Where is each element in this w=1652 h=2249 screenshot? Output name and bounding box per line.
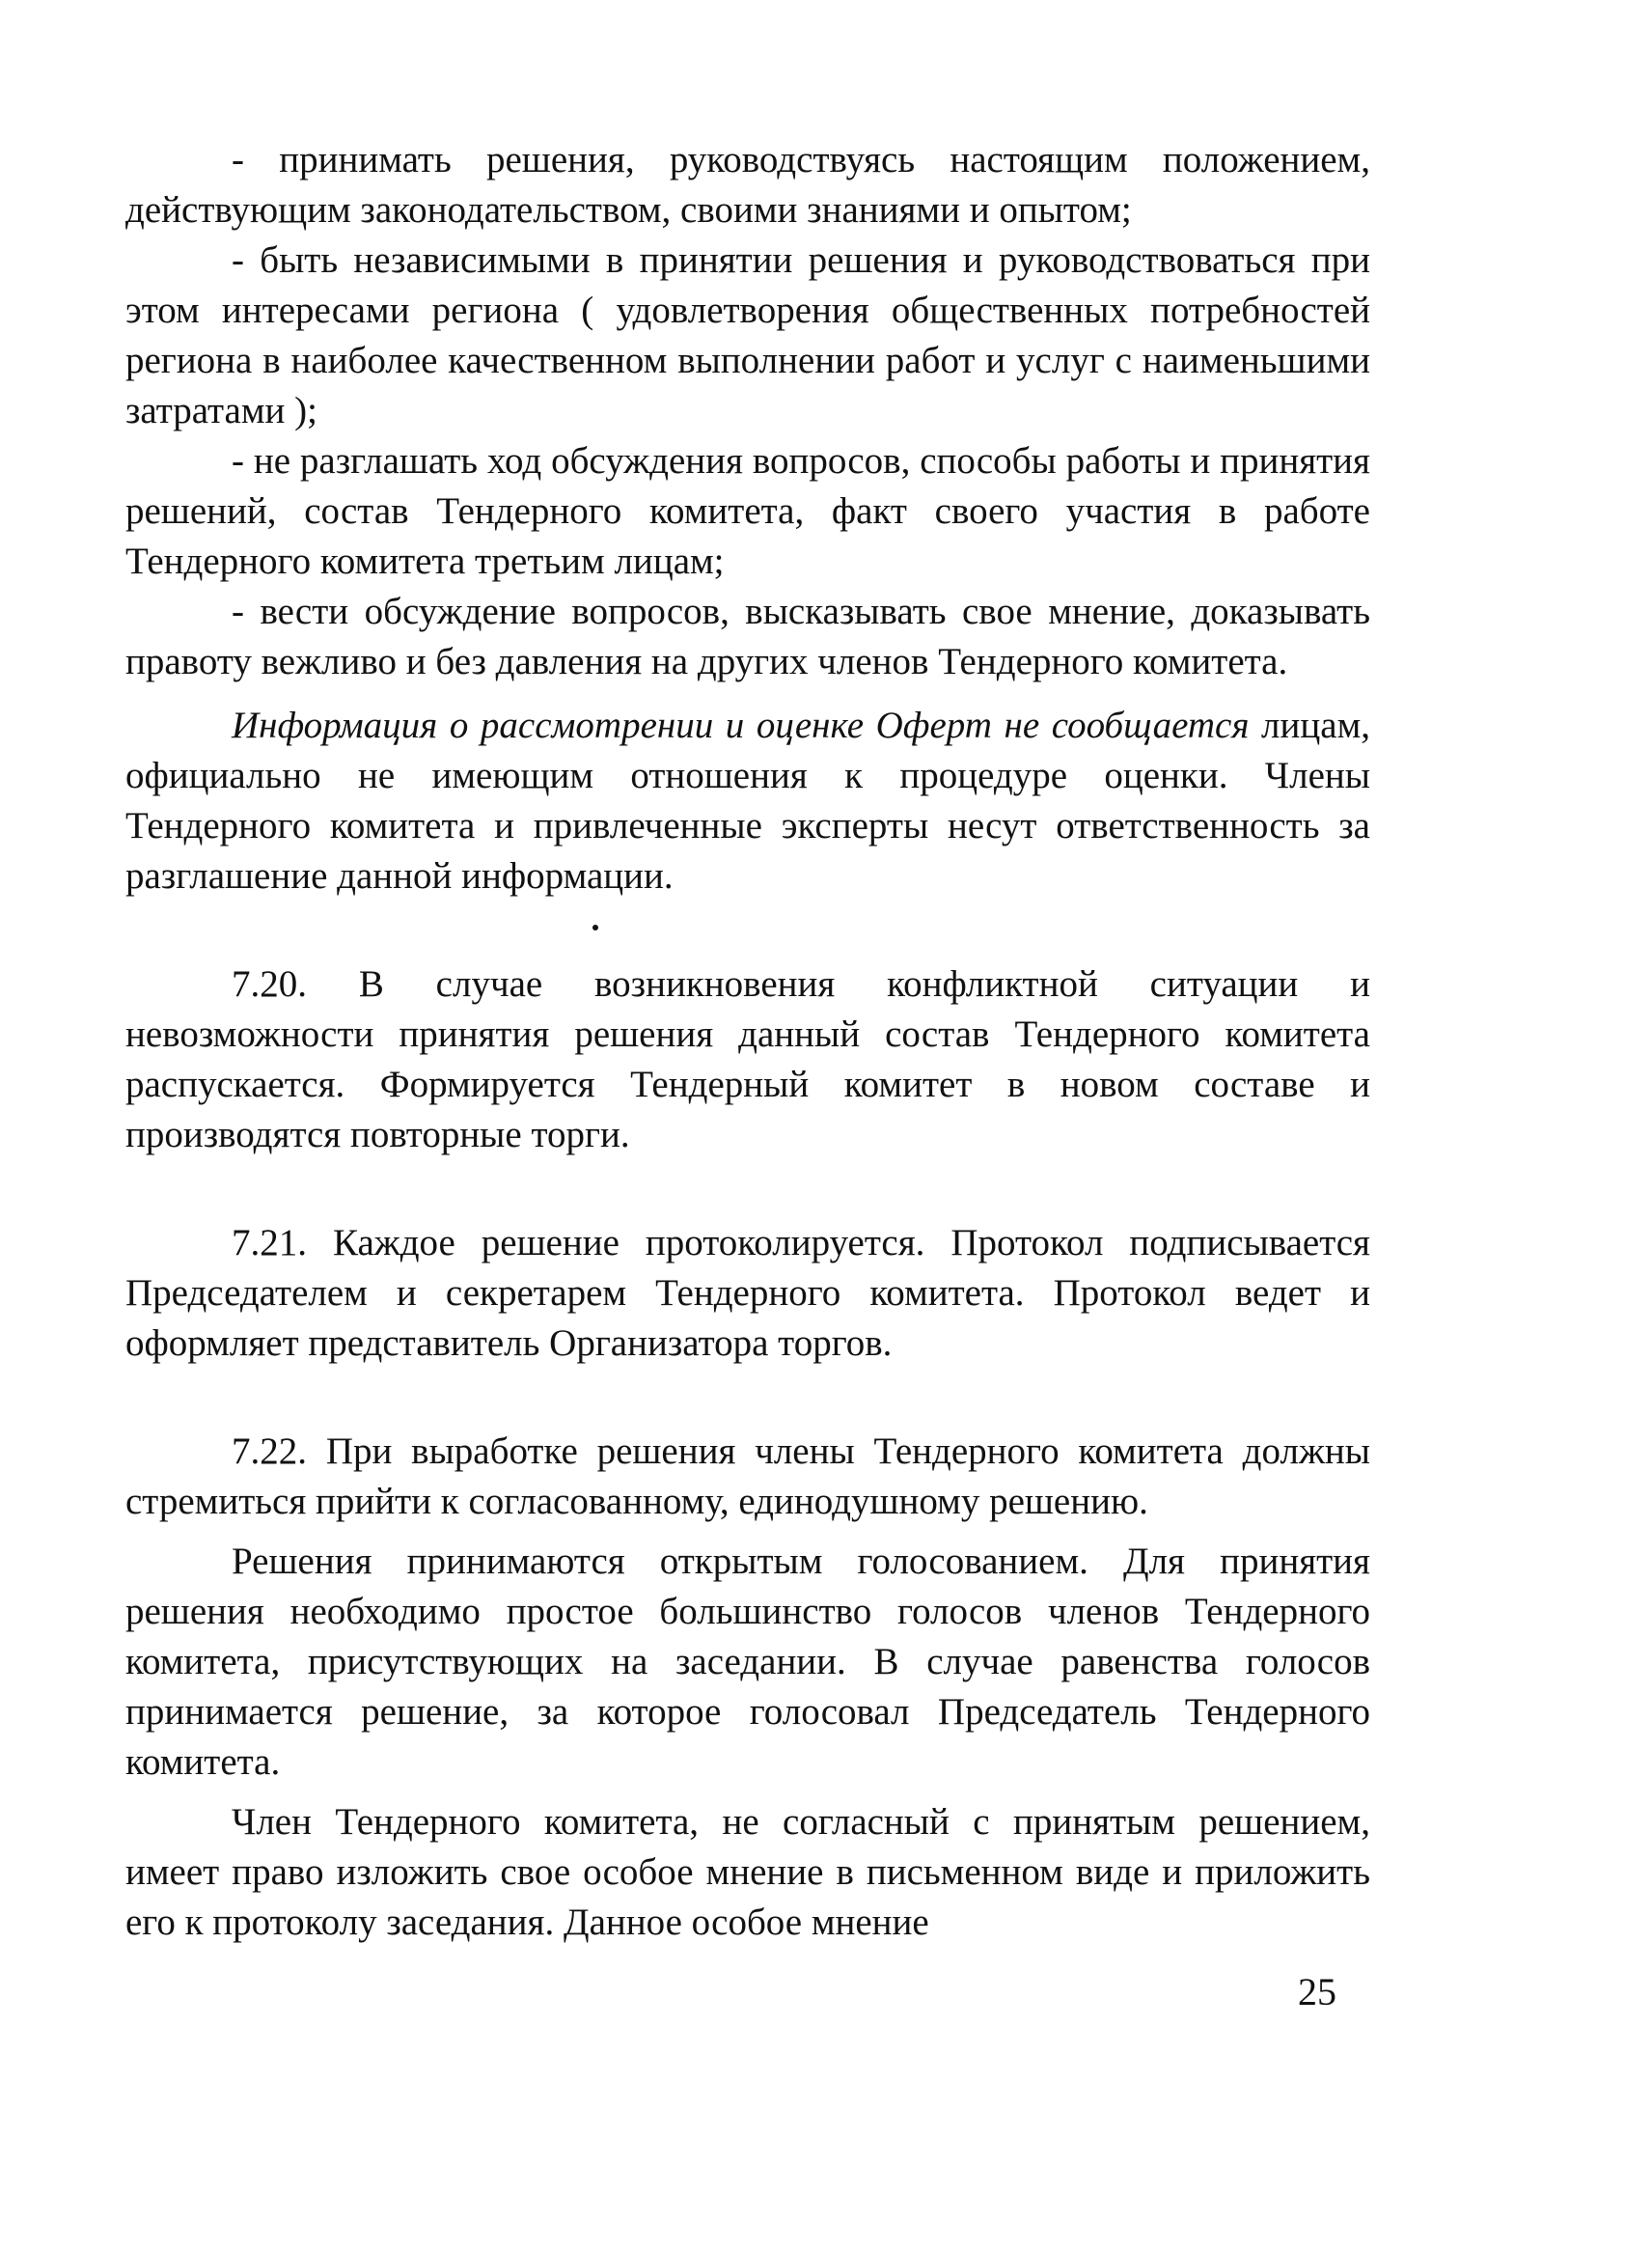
information-paragraph-italic: Информация о рассмотрении и оценке Оферт не сообщается — [232, 705, 1250, 746]
scan-speck — [592, 925, 598, 930]
obligation-paragraph-discussion: - вести обсуждение вопросов, высказывать свое мнение, доказывать правоту вежливо и без давления на других членов Тендерного комитета. — [125, 591, 1370, 682]
information-paragraph — [125, 701, 1370, 902]
spacer — [125, 1160, 1370, 1218]
document-body — [125, 135, 1370, 1948]
information-paragraph-rest: лицам, официально не имеющим отношения к процедуре оценки. Члены Тендерного комитета и привлеченные эксперты несут ответственность за разглашение данной информации. — [125, 705, 1370, 897]
clause-7-22: 7.22. При выработке решения члены Тендерного комитета должны стремиться прийти к согласованному, единодушному решению. — [125, 1430, 1370, 1522]
obligation-paragraph-independence: - быть независимыми в принятии решения и руководствоваться при этом интересами региона ( удовлетворения общественных потребностей региона в наиболее качественном выполнении работ и услуг с наименьшими затратами ); — [125, 239, 1370, 431]
spacer — [125, 1369, 1370, 1427]
voting-paragraph: Решения принимаются открытым голосованием. Для принятия решения необходимо простое большинство голосов членов Тендерного комитета, присутствующих на заседании. В случае равенства голосов принимается решение, за которое голосовал Председатель Тендерного комитета. — [125, 1541, 1370, 1783]
obligation-paragraph-confidentiality: - не разглашать ход обсуждения вопросов, способы работы и принятия решений, состав Тендерного комитета, факт своего участия в работе Тендерного комитета третьим лицам; — [125, 440, 1370, 582]
clause-7-21: 7.21. Каждое решение протоколируется. Протокол подписывается Председателем и секретарем Тендерного комитета. Протокол ведет и оформляет представитель Организатора торгов. — [125, 1222, 1370, 1364]
obligation-paragraph-decisions: - принимать решения, руководствуясь настоящим положением, действующим законодательством, своими знаниями и опытом; — [125, 139, 1370, 231]
dissent-paragraph: Член Тендерного комитета, не согласный с принятым решением, имеет право изложить свое особое мнение в письменном виде и приложить его к протоколу заседания. Данное особое мнение — [125, 1801, 1370, 1943]
spacer — [125, 1788, 1370, 1797]
spacer — [125, 902, 1370, 959]
page-number: 25 — [1298, 1970, 1336, 2013]
spacer — [125, 1527, 1370, 1537]
clause-7-20: 7.20. В случае возникновения конфликтной ситуации и невозможности принятия решения данный состав Тендерного комитета распускается. Формируется Тендерный комитет в новом составе и производятся повторные торги. — [125, 963, 1370, 1155]
